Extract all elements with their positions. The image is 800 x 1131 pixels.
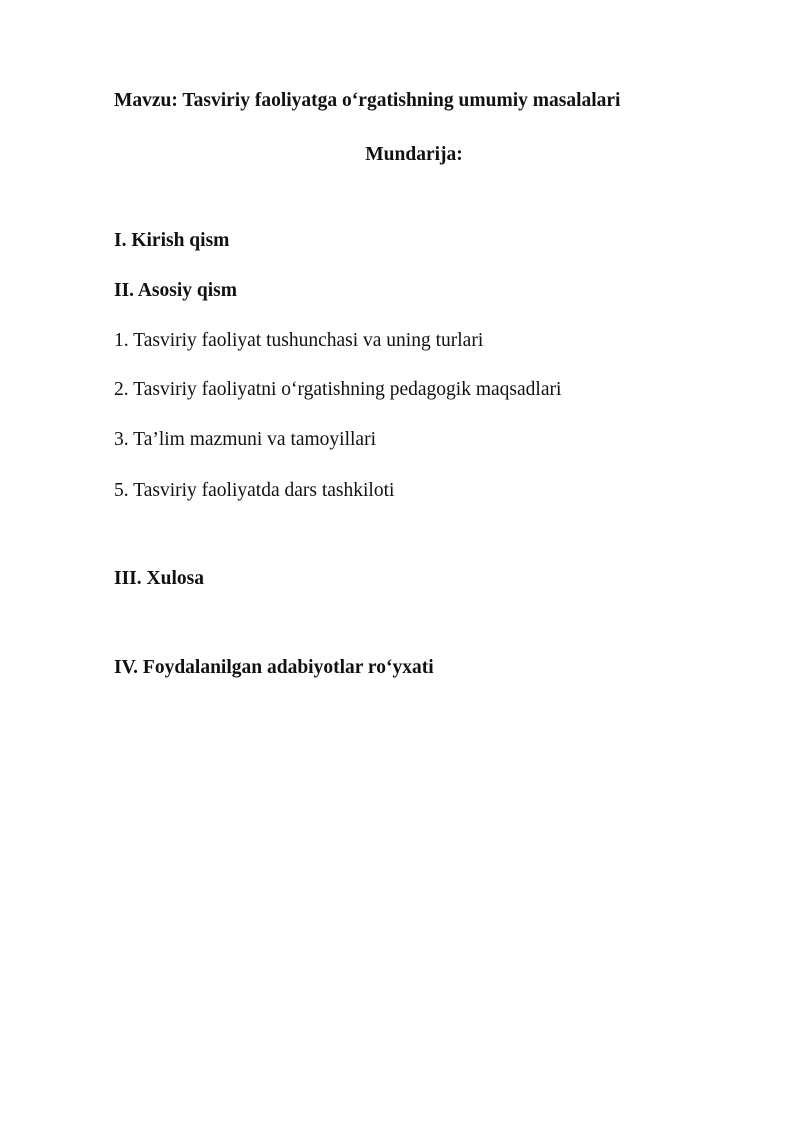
- section-intro: I. Kirish qism: [114, 230, 230, 251]
- document-topic: Mavzu: Tasviriy faoliyatga o‘rgatishning umumiy masalalari: [114, 90, 621, 111]
- section-references: IV. Foydalanilgan adabiyotlar ro‘yxati: [114, 657, 434, 678]
- contents-item: 2. Tasviriy faoliyatni o‘rgatishning pedagogik maqsadlari: [114, 379, 562, 400]
- section-main: II. Asosiy qism: [114, 280, 237, 301]
- contents-item: 3. Ta’lim mazmuni va tamoyillari: [114, 429, 377, 450]
- section-conclusion: III. Xulosa: [114, 568, 204, 589]
- contents-item: 5. Tasviriy faoliyatda dars tashkiloti: [114, 480, 395, 501]
- contents-item: 1. Tasviriy faoliyat tushunchasi va uning turlari: [114, 330, 484, 351]
- contents-heading: Mundarija:: [365, 144, 463, 165]
